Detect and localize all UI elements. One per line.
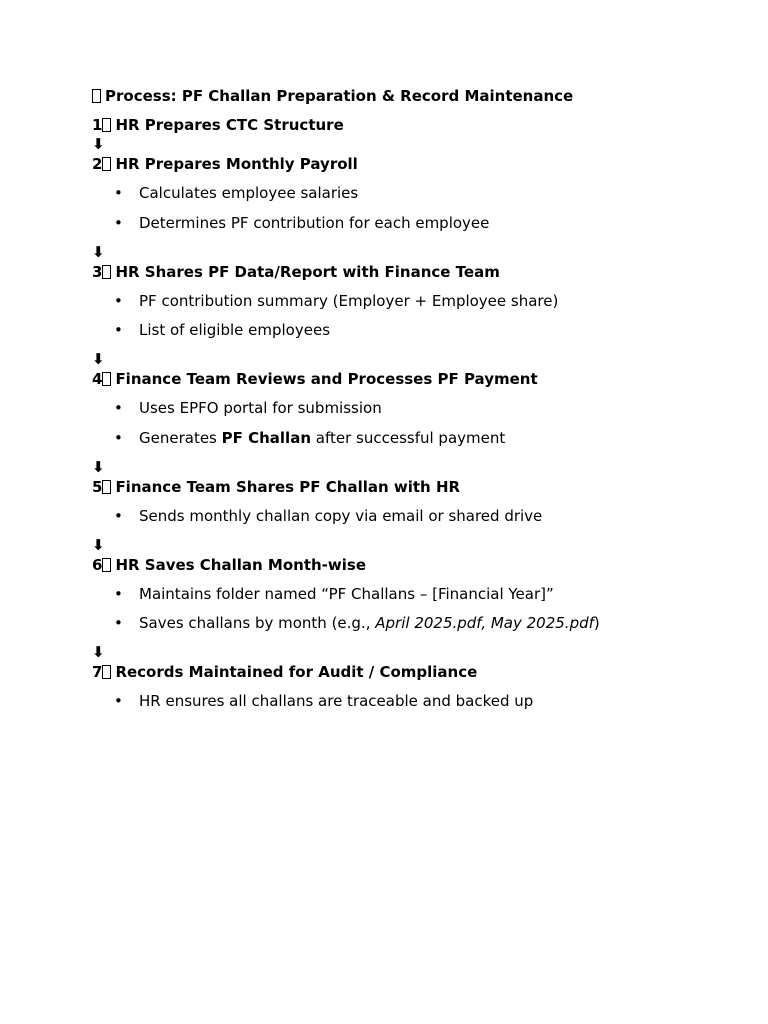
keycap-glyph-icon [102,157,111,171]
list-item [92,584,732,604]
step-7-number: 7 [92,663,103,681]
down-arrow-icon: ⬇ [92,350,105,368]
bullet-icon: • [114,692,123,710]
step-3-number: 3 [92,262,103,281]
step-4-label: Finance Team Reviews and Processes PF Payment [115,370,538,388]
down-arrow-icon: ⬇ [92,535,105,554]
step-7-heading [92,662,732,682]
step-3-label: HR Shares PF Data/Report with Finance Team [115,262,500,281]
list-item [92,398,732,418]
down-arrow-icon: ⬇ [92,643,105,661]
list-item-text: Sends monthly challan copy via email or shared drive [139,506,543,525]
list-item [92,291,732,311]
bullet-icon: • [114,184,123,202]
list-item-text: Calculates employee salaries [139,184,359,202]
step-2-number: 2 [92,155,103,173]
step-6-heading [92,555,732,575]
step-1-number: 1 [92,116,103,134]
list-item-suffix: after successful payment [311,428,506,447]
page-title [92,86,732,106]
step-1-label: HR Prepares CTC Structure [115,116,344,134]
step-1-heading [92,115,732,135]
step-4-heading [92,369,732,389]
keycap-glyph-icon [102,558,111,572]
bullet-icon: • [114,614,123,632]
bullet-icon: • [114,321,123,339]
down-arrow-icon: ⬇ [92,457,105,476]
list-item-bold: PF Challan [221,428,311,447]
list-item-prefix: Saves challans by month (e.g., [139,614,376,632]
keycap-glyph-icon [102,118,111,132]
down-arrow-icon: ⬇ [92,135,105,153]
step-5-heading [92,477,732,497]
keycap-glyph-icon [102,665,111,679]
down-arrow-icon: ⬇ [92,242,105,261]
list-item [92,183,732,203]
bullet-icon: • [114,291,123,310]
step-6-bullet-list [92,584,732,634]
step-2-bullet-list [92,183,732,233]
list-item-text: Maintains folder named “PF Challans – [Financial Year]” [139,584,554,603]
page-title-text: Process: PF Challan Preparation & Record Maintenance [105,87,574,105]
step-2-heading [92,154,732,174]
list-item-prefix: Generates [139,428,222,447]
step-3-bullet-list [92,291,732,341]
list-item [92,320,732,340]
list-item-text: Uses EPFO portal for submission [139,399,382,417]
step-7-bullet-list [92,691,732,711]
bullet-icon: • [114,506,123,525]
list-item [92,213,732,233]
step-5-bullet-list [92,506,732,526]
keycap-glyph-icon [102,480,111,494]
missing-glyph-icon [92,89,101,103]
step-3-heading [92,262,732,282]
keycap-glyph-icon [102,265,111,279]
step-5-label: Finance Team Shares PF Challan with HR [115,477,461,496]
step-4-number: 4 [92,370,103,388]
bullet-icon: • [114,399,123,417]
list-item-text: List of eligible employees [139,321,331,339]
step-4-bullet-list [92,398,732,448]
list-item [92,691,732,711]
list-item [92,613,732,633]
list-item-suffix: ) [593,614,600,632]
list-item-text: Determines PF contribution for each employee [139,213,490,232]
bullet-icon: • [114,584,123,603]
list-item-text: HR ensures all challans are traceable and backed up [139,692,534,710]
step-7-label: Records Maintained for Audit / Compliance [115,663,478,681]
list-item [92,428,732,448]
step-5-number: 5 [92,477,103,496]
step-6-number: 6 [92,555,103,574]
bullet-icon: • [114,213,123,232]
bullet-icon: • [114,428,123,447]
step-2-label: HR Prepares Monthly Payroll [115,155,358,173]
list-item-text: PF contribution summary (Employer + Employee share) [139,291,559,310]
list-item [92,506,732,526]
list-item-italic: April 2025.pdf, May 2025.pdf [375,614,594,632]
step-6-label: HR Saves Challan Month-wise [115,555,366,574]
keycap-glyph-icon [102,372,111,386]
document-body [92,86,732,721]
